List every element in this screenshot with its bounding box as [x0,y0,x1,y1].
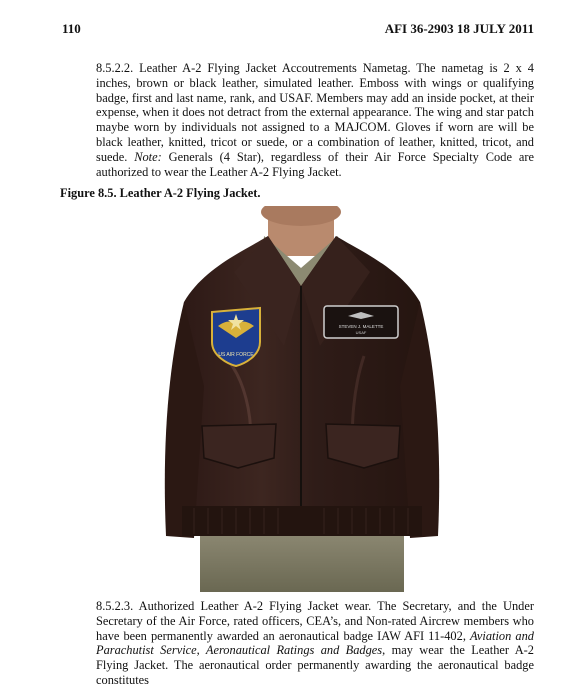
nametag [324,306,398,338]
paragraph-8-5-2-3-text-a: 8.5.2.3. Authorized Leather A-2 Flying Jacket wear. The Secretary, and the Under Secretary of the Air Force, rated officers, CEA’s, and Non-rated Aircrew members who have been permanently awarded an aeronautical badge IAW AFI 11-402, [96,599,534,643]
patch-label: US AIR FORCE [218,352,254,358]
note-text: Generals (4 Star), regardless of their Air Force Specialty Code are authorized to wear the Leather A-2 Flying Jacket. [96,149,534,179]
paragraph-8-5-2-3-text-b: , may wear the Leather A-2 Flying Jacket. The aeronautical order permanently awarding the aeronautical badge constitutes [96,643,534,687]
document-header: AFI 36-2903 18 JULY 2011 [384,21,534,36]
waistband [182,506,422,536]
paragraph-8-5-2-2-text: 8.5.2.2. Leather A-2 Flying Jacket Accoutrements Nametag. The nametag is 2 x 4 inches, brown or black leather, simulated leather. Emboss with wings or qualifying badge, first and last name, rank, and USAF. Members may add an inside pocket, at their expense, when it does not detract from the external appearance. The wing and star patch maybe worn by individuals not assigned to a MAJCOM. Gloves if worn are will be black leather, knitted, tricot or suede, or a combination of leather, knitted, tricot, and suede. [96,61,534,164]
nametag-name: STEVEN J. MALETTE [338,324,384,329]
page-number: 110 [62,21,81,36]
jacket-illustration [164,206,440,592]
jacket-photo [164,206,440,592]
paragraph-8-5-2-3 [96,599,534,688]
shirt-lower [200,536,404,592]
figure-caption: Figure 8.5. Leather A-2 Flying Jacket. [60,186,261,200]
note-label: Note: [134,149,162,164]
afi-reference-title: Aviation and Parachutist Service, Aeronautical Ratings and Badges [96,628,534,658]
air-force-patch [212,308,260,366]
paragraph-8-5-2-2 [96,61,534,179]
nametag-sub: USAF [355,330,367,335]
